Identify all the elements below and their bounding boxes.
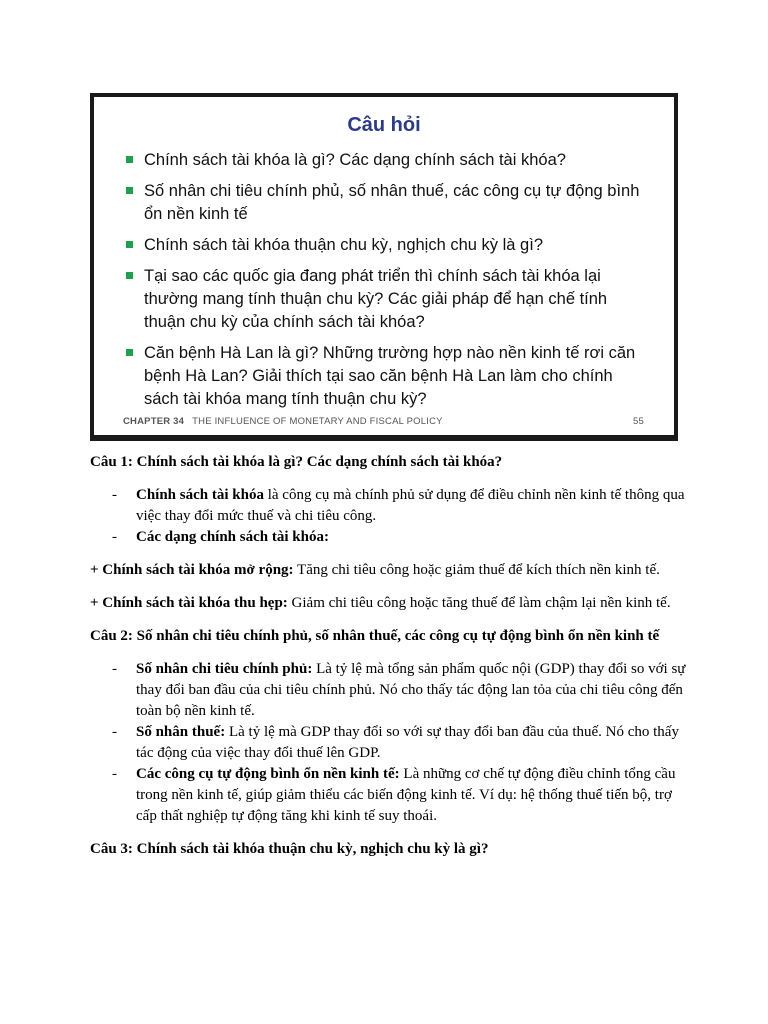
slide-bullet-list bbox=[126, 149, 650, 419]
green-square-bullet-icon bbox=[126, 241, 133, 248]
slide-footer bbox=[123, 416, 644, 427]
slide-bullet-item: Số nhân chi tiêu chính phủ, số nhân thuế, các công cụ tự động bình ổn nền kinh tế bbox=[126, 180, 650, 226]
document-body bbox=[90, 452, 690, 872]
green-square-bullet-icon bbox=[126, 272, 133, 279]
slide-image bbox=[90, 93, 678, 441]
question-1-list bbox=[90, 485, 690, 548]
slide-bullet-item: Chính sách tài khóa là gì? Các dạng chính sách tài khóa? bbox=[126, 149, 650, 172]
question-1-heading: Câu 1: Chính sách tài khóa là gì? Các dạng chính sách tài khóa? bbox=[90, 454, 503, 470]
question-2-list bbox=[90, 659, 690, 827]
question-2-heading: Câu 2: Số nhân chi tiêu chính phủ, số nhân thuế, các công cụ tự động bình ổn nền kinh tế bbox=[90, 628, 660, 644]
green-square-bullet-icon bbox=[126, 349, 133, 356]
list-item: - Các công cụ tự động bình ổn nền kinh tế: Là những cơ chế tự động điều chỉnh tổng cầu trong nền kinh tế, giúp giảm thiểu các biến động kinh tế. Ví dụ: hệ thống thuế tiến bộ, trợ cấp thất nghiệp tự động tăng khi kinh tế suy thoái. bbox=[112, 766, 676, 824]
list-item: - Số nhân thuế: Là tỷ lệ mà GDP thay đổi so với sự thay đổi ban đầu của thuế. Nó cho thấy tác động của việc thay đổi thuế lên GDP. bbox=[112, 724, 679, 761]
expansionary-policy-paragraph: + Chính sách tài khóa mở rộng: Tăng chi tiêu công hoặc giảm thuế để kích thích nền kinh tế. bbox=[90, 562, 660, 578]
slide-chapter-title: THE INFLUENCE OF MONETARY AND FISCAL POLICY bbox=[192, 416, 443, 427]
slide-bullet-item: Chính sách tài khóa thuận chu kỳ, nghịch chu kỳ là gì? bbox=[126, 234, 650, 257]
list-item: - Chính sách tài khóa là công cụ mà chính phủ sử dụng để điều chỉnh nền kinh tế thông qua việc thay đổi mức thuế và chi tiêu công. bbox=[112, 487, 685, 524]
slide-bullet-item: Tại sao các quốc gia đang phát triển thì chính sách tài khóa lại thường mang tính thuận chu kỳ? Các giải pháp để hạn chế tính thuận chu kỳ của chính sách tài khóa? bbox=[126, 265, 650, 334]
slide-title: Câu hỏi bbox=[347, 114, 421, 136]
slide-chapter-label: CHAPTER 34 bbox=[123, 416, 185, 427]
green-square-bullet-icon bbox=[126, 156, 133, 163]
slide-bullet-item: Căn bệnh Hà Lan là gì? Những trường hợp nào nền kinh tế rơi căn bệnh Hà Lan? Giải thích tại sao căn bệnh Hà Lan làm cho chính sách tài khóa mang tính thuận chu kỳ? bbox=[126, 342, 650, 411]
slide-content bbox=[94, 97, 674, 435]
list-item: - Số nhân chi tiêu chính phủ: Là tỷ lệ mà tổng sản phẩm quốc nội (GDP) thay đổi so với sự thay đổi ban đầu của chi tiêu chính phủ. Nó cho thấy tác động lan tỏa của chi tiêu công đến toàn bộ nền kinh tế. bbox=[112, 661, 686, 719]
question-3-heading: Câu 3: Chính sách tài khóa thuận chu kỳ, nghịch chu kỳ là gì? bbox=[90, 841, 489, 857]
green-square-bullet-icon bbox=[126, 187, 133, 194]
contractionary-policy-paragraph: + Chính sách tài khóa thu hẹp: Giảm chi tiêu công hoặc tăng thuế để làm chậm lại nền kinh tế. bbox=[90, 595, 671, 611]
slide-page-number: 55 bbox=[633, 416, 644, 427]
list-item: - Các dạng chính sách tài khóa: bbox=[112, 529, 329, 545]
